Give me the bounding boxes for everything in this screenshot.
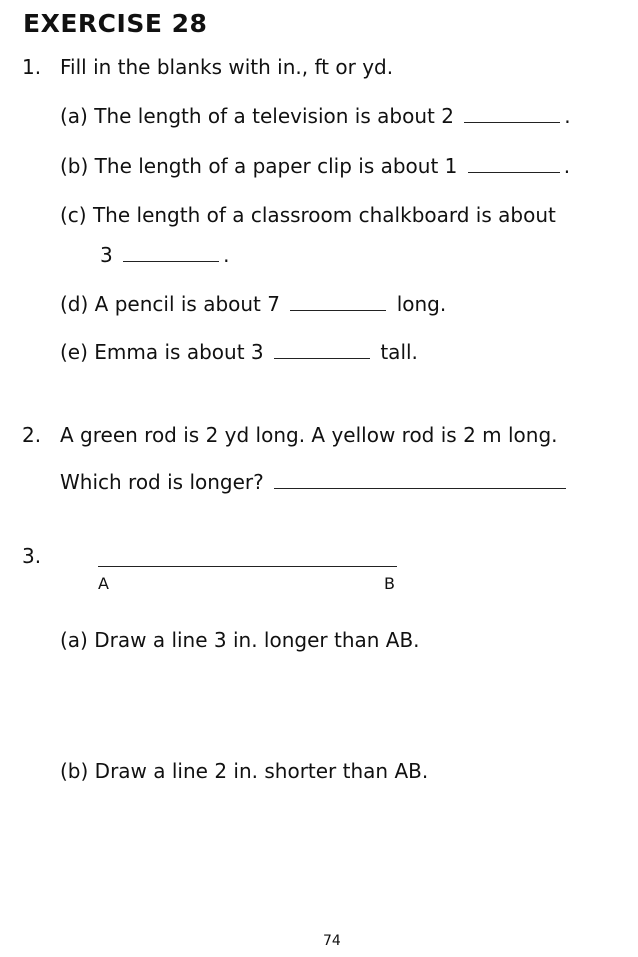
question-1-number: 1. (22, 55, 42, 79)
question-1a-label: (a) (60, 104, 88, 128)
answer-blank-1c[interactable] (123, 247, 219, 262)
drawing-area-3b[interactable] (60, 795, 600, 905)
question-1c (60, 203, 556, 227)
exercise-title: EXERCISE 28 (23, 9, 208, 38)
question-1a (60, 104, 571, 128)
question-2-text: A green rod is 2 yd long. A yellow rod is 2 m long. (60, 423, 558, 447)
page-number: 74 (323, 933, 341, 949)
question-1c-continued (100, 243, 229, 267)
question-1d (60, 292, 446, 316)
question-2-prompt: Which rod is longer? (60, 470, 264, 494)
question-1d-text: A pencil is about 7 (94, 292, 280, 316)
question-1a-text: The length of a television is about 2 (94, 104, 454, 128)
question-1e (60, 340, 418, 364)
drawing-area-3a[interactable] (60, 665, 600, 750)
point-b-label: B (384, 574, 395, 593)
answer-blank-1d[interactable] (290, 296, 386, 311)
question-1c-number: 3 (100, 243, 113, 267)
question-2-question (60, 470, 570, 494)
question-1a-end: . (564, 104, 571, 128)
question-1c-text: The length of a classroom chalkboard is about (92, 203, 556, 227)
question-3b-text: Draw a line 2 in. shorter than AB. (94, 759, 429, 783)
question-1e-end: tall. (380, 340, 418, 364)
question-1c-label: (c) (60, 203, 87, 227)
answer-blank-1a[interactable] (464, 108, 560, 123)
question-3a (60, 628, 420, 652)
answer-blank-1e[interactable] (274, 344, 370, 359)
question-3-number: 3. (22, 544, 42, 568)
question-3a-label: (a) (60, 628, 88, 652)
question-1b-end: . (563, 154, 571, 178)
question-1c-end: . (223, 243, 230, 267)
question-3b-label: (b) (60, 759, 89, 783)
question-1-prompt: Fill in the blanks with in., ft or yd. (60, 55, 394, 79)
line-segment-ab (98, 566, 397, 567)
question-3a-text: Draw a line 3 in. longer than AB. (94, 628, 420, 652)
answer-blank-1b[interactable] (468, 158, 560, 173)
point-a-label: A (98, 574, 109, 593)
question-1d-end: long. (396, 292, 447, 316)
answer-blank-2[interactable] (274, 474, 566, 489)
question-1b (60, 154, 570, 178)
question-1e-text: Emma is about 3 (94, 340, 264, 364)
question-1d-label: (d) (60, 292, 89, 316)
question-1b-label: (b) (60, 154, 89, 178)
question-1b-text: The length of a paper clip is about 1 (94, 154, 458, 178)
question-1e-label: (e) (60, 340, 88, 364)
question-3b (60, 759, 428, 783)
question-2-number: 2. (22, 423, 42, 447)
